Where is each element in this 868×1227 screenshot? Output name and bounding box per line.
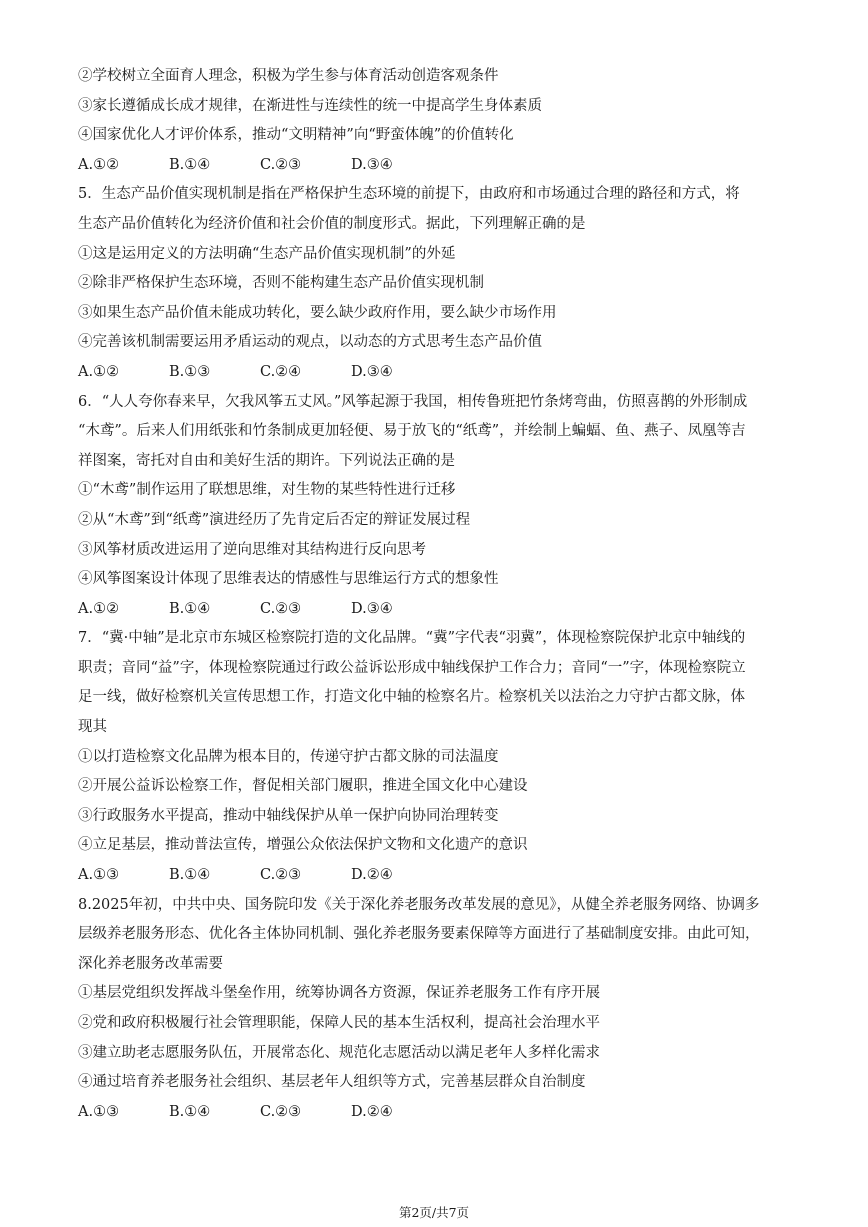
q7-choice-b: B.①④ [169,867,211,884]
q8-stem-line-3: 深化养老服务改革需要 [78,955,223,972]
q7-choice-a: A.①③ [78,867,120,884]
q5-statement-2: ②除非严格保护生态环境，否则不能构建生态产品价值实现机制 [78,275,484,292]
q8-statement-1: ①基层党组织发挥战斗堡垒作用，统筹协调各方资源，保证养老服务工作有序开展 [78,985,600,1002]
q7-statement-3: ③行政服务水平提高，推动中轴线保护从单一保护向协同治理转变 [78,807,499,824]
q7-choice-d: D.②④ [351,867,393,884]
q6-choices [78,595,800,625]
q6-statement-3: ③风筝材质改进运用了逆向思维对其结构进行反向思考 [78,541,426,558]
q4-choice-c: C.②③ [260,156,302,173]
q8-statement-4: ④通过培育养老服务社会组织、基层老年人组织等方式，完善基层群众自治制度 [78,1074,586,1091]
q5-statement-4: ④完善该机制需要运用矛盾运动的观点，以动态的方式思考生态产品价值 [78,334,542,351]
q4-statement-2: ②学校树立全面育人理念，积极为学生参与体育活动创造客观条件 [78,68,499,84]
q5-stem-line-1: 5．生态产品价值实现机制是指在严格保护生态环境的前提下，由政府和市场通过合理的路径和方式，将 [78,186,740,203]
page-number: 第2页/共7页 [398,1205,470,1220]
q7-stem-line-2: 职责；音同“益”字，体现检察院通过行政公益诉讼形成中轴线保护工作合力；音同“一”字，体现检察院立 [78,659,746,676]
q7-choice-c: C.②③ [260,867,302,884]
q7-statement-2: ②开展公益诉讼检察工作，督促相关部门履职，推进全国文化中心建设 [78,778,528,795]
q7-choices [78,861,800,891]
q5-statement-1: ①这是运用定义的方法明确“生态产品价值实现机制”的外延 [78,245,456,262]
q7-stem-line-1: 7．“冀·中轴”是北京市东城区检察院打造的文化品牌。“冀”字代表“羽冀”，体现检察院保护北京中轴线的 [78,630,746,647]
q8-choice-c: C.②③ [260,1103,302,1120]
q5-choice-b: B.①③ [169,363,211,380]
q4-choice-b: B.①④ [169,156,211,173]
q8-stem-line-2: 层级养老服务形态、优化各主体协同机制、强化养老服务要素保障等方面进行了基础制度安排。由此可知， [78,926,760,943]
exam-content [78,62,800,1127]
q6-statement-4: ④风筝图案设计体现了思维表达的情感性与思维运行方式的想象性 [78,571,499,588]
q4-choice-d: D.③④ [351,156,393,173]
q6-choice-a: A.①② [78,600,120,617]
q8-choice-a: A.①③ [78,1103,120,1120]
q5-choice-d: D.③④ [351,363,393,380]
q6-stem-line-1: 6．“人人夸你春来早，欠我风筝五丈风。”风筝起源于我国，相传鲁班把竹条烤弯曲，仿照喜鹊的外形制成 [78,393,748,410]
q7-statement-1: ①以打造检察文化品牌为根本目的，传递守护古都文脉的司法温度 [78,748,499,765]
q6-statement-2: ②从“木鸢”到“纸鸢”演进经历了先肯定后否定的辩证发展过程 [78,511,471,528]
q7-stem-line-4: 现其 [78,719,107,736]
q4-statement-4: ④国家优化人才评价体系，推动“文明精神”向“野蛮体魄”的价值转化 [78,127,514,144]
q6-choice-d: D.③④ [351,600,393,617]
q4-choices [78,151,800,181]
q8-choice-d: D.②④ [351,1103,393,1120]
q5-choice-c: C.②④ [260,363,302,380]
q6-statement-1: ①“木鸢”制作运用了联想思维，对生物的某些特性进行迁移 [78,482,456,499]
q7-statement-4: ④立足基层，推动普法宣传，增强公众依法保护文物和文化遗产的意识 [78,837,528,854]
q8-statement-2: ②党和政府积极履行社会管理职能，保障人民的基本生活权利，提高社会治理水平 [78,1015,600,1031]
q4-statement-3: ③家长遵循成长成才规律，在渐进性与连续性的统一中提高学生身体素质 [78,97,542,114]
q8-statement-3: ③建立助老志愿服务队伍，开展常态化、规范化志愿活动以满足老年人多样化需求 [78,1044,600,1061]
q6-stem-line-3: 祥图案，寄托对自由和美好生活的期许。下列说法正确的是 [78,452,455,469]
q7-stem-line-3: 足一线，做好检察机关宣传思想工作，打造文化中轴的检察名片。检察机关以法治之力守护古都文脉，体 [78,689,745,706]
q6-stem-line-2: “木鸢”。后来人们用纸张和竹条制成更加轻便、易于放飞的“纸鸢”，并绘制上蝙蝠、鱼、燕子、凤凰等吉 [78,423,746,440]
q4-choice-a: A.①② [78,156,120,173]
q8-choices [78,1098,800,1128]
q5-choice-a: A.①② [78,363,120,380]
q5-choices [78,358,800,388]
q5-stem-line-2: 生态产品价值转化为经济价值和社会价值的制度形式。据此，下列理解正确的是 [78,215,586,232]
q8-choice-b: B.①④ [169,1103,211,1120]
q6-choice-b: B.①④ [169,600,211,617]
q8-stem-line-1: 8.2025年初，中共中央、国务院印发《关于深化养老服务改革发展的意见》，从健全养老服务网络、协调多 [78,896,760,913]
q5-statement-3: ③如果生态产品价值未能成功转化，要么缺少政府作用，要么缺少市场作用 [78,304,557,321]
q6-choice-c: C.②③ [260,600,302,617]
